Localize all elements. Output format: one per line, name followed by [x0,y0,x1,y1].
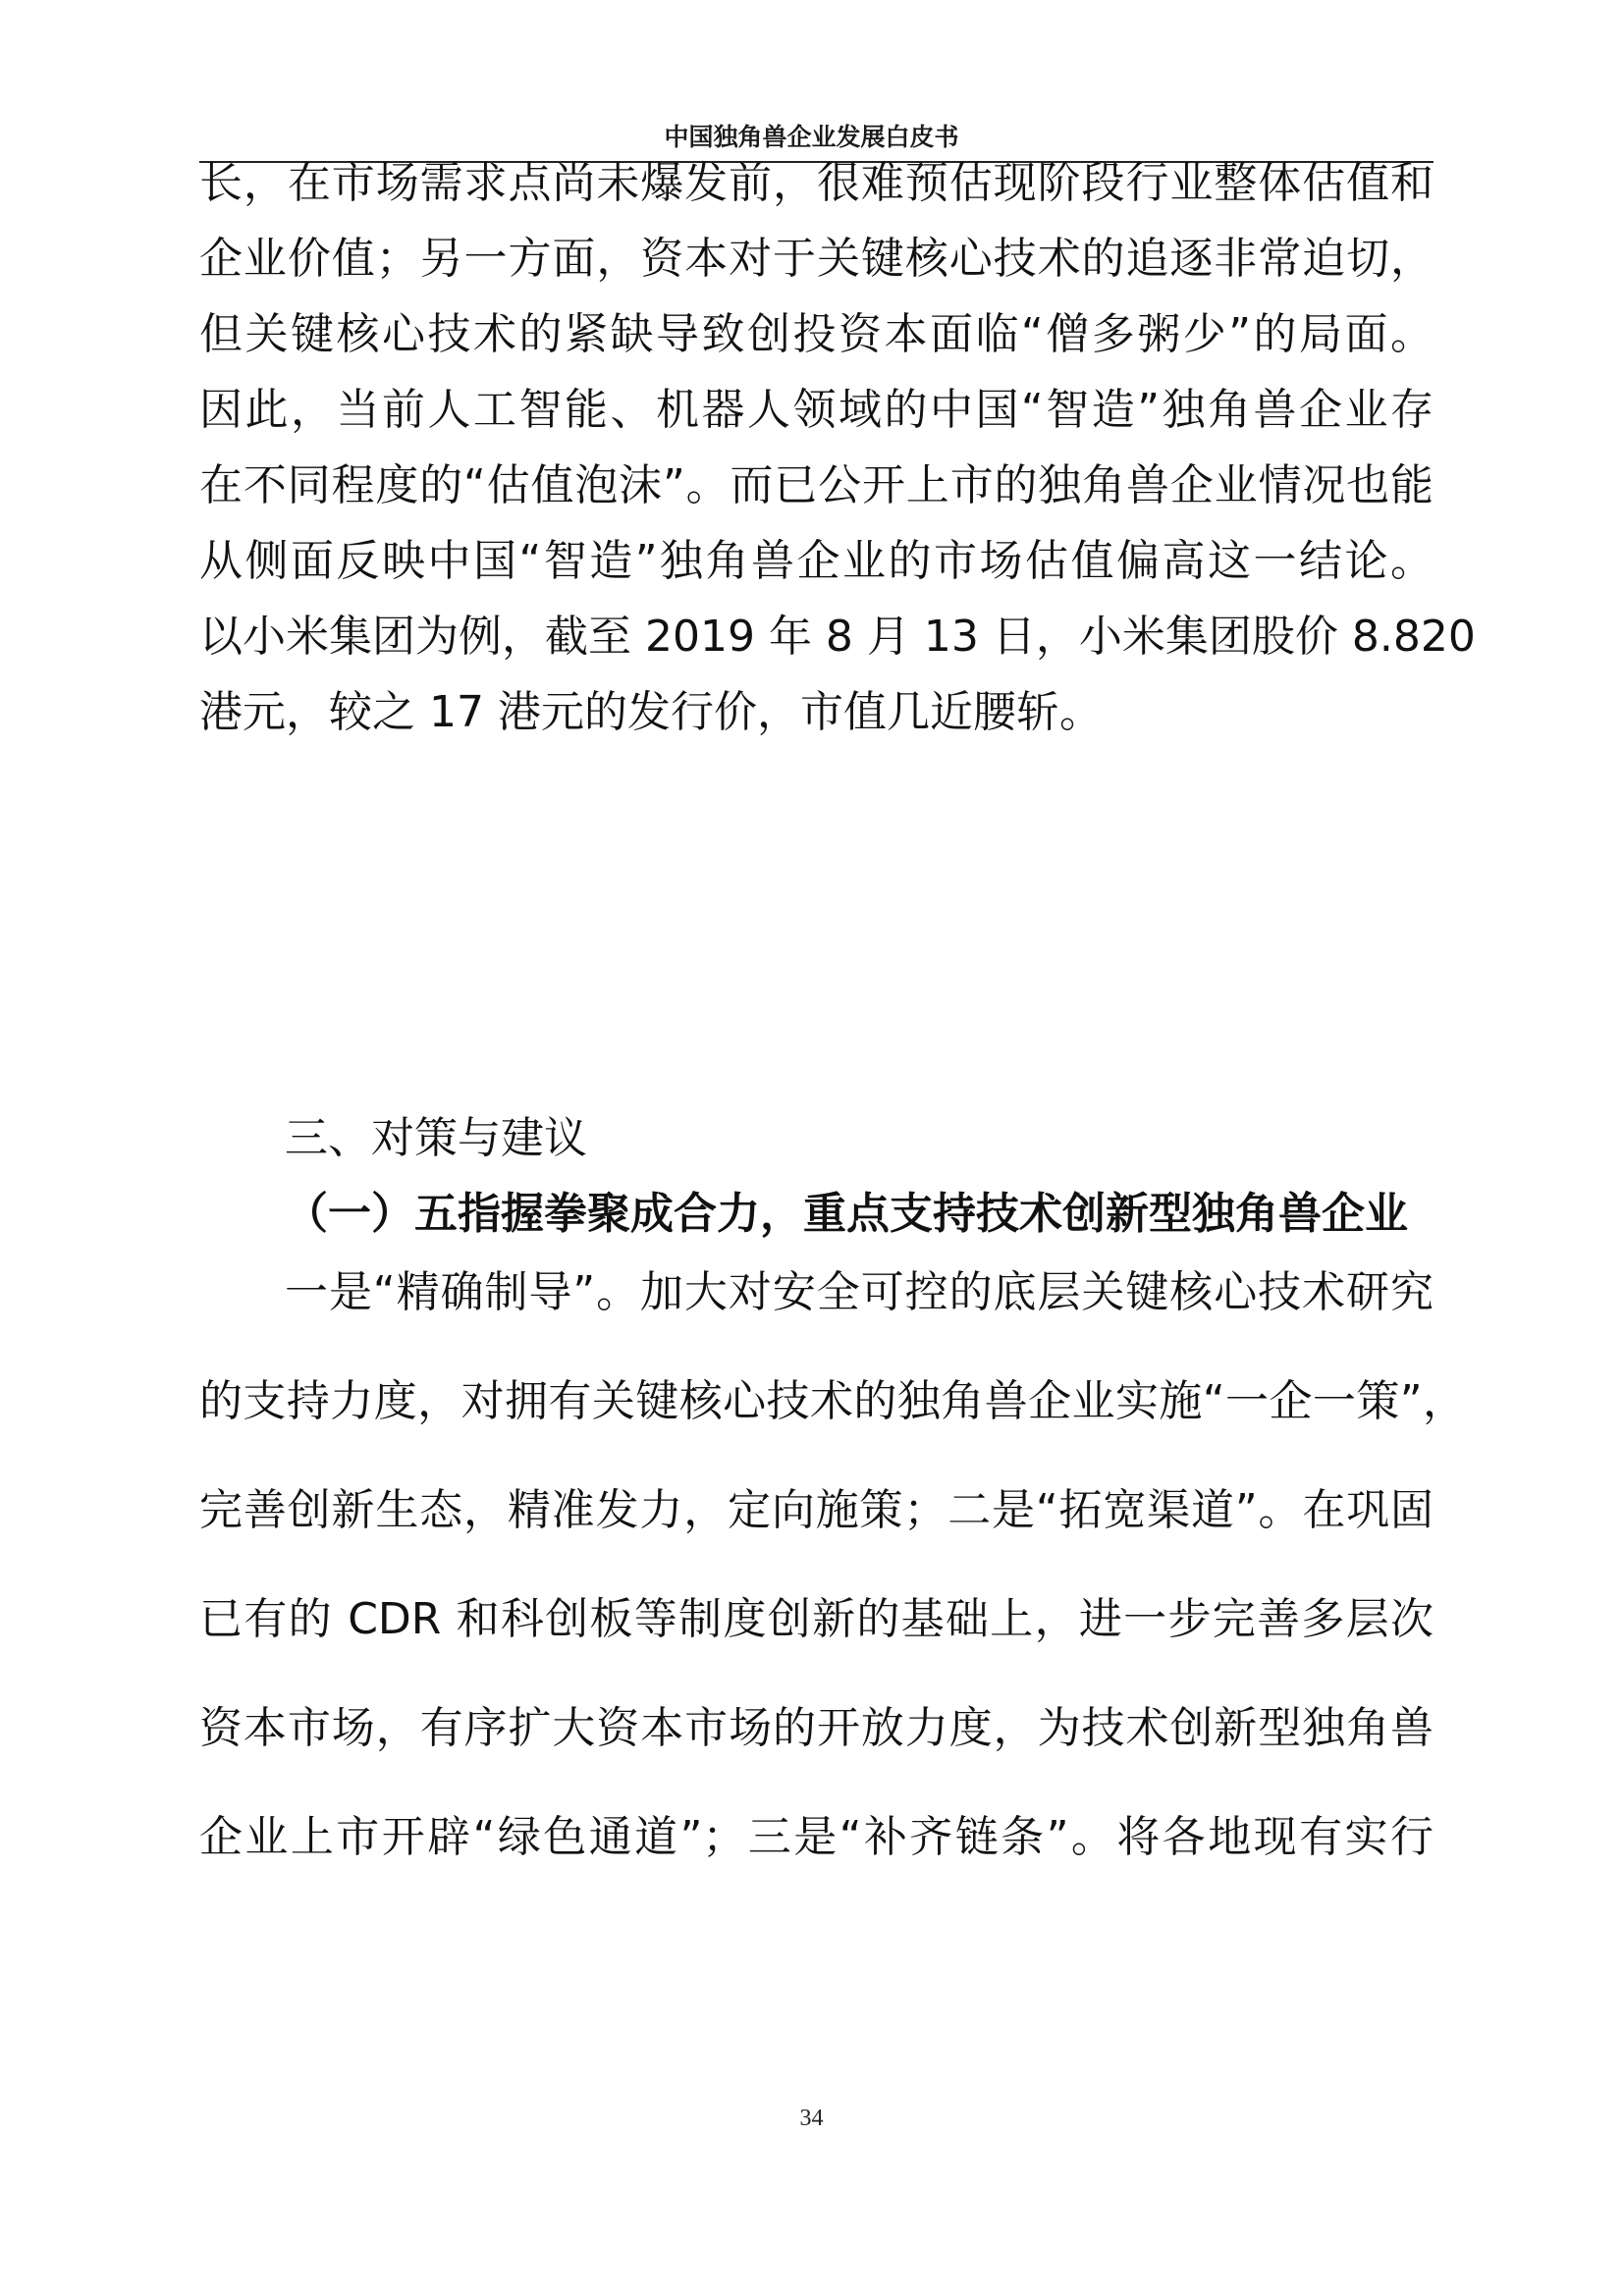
text-line: 已有的 CDR 和科创板等制度创新的基础上，进一步完善多层次 [199,1594,1434,1644]
text-line: 因此，当前人工智能、机器人领域的中国“智造”独角兽企业存 [199,385,1434,435]
text-line: 一是“精确制导”。加大对安全可控的底层关键核心技术研究 [285,1267,1434,1317]
text-line: 港元，较之 17 港元的发行价，市值几近腰斩。 [199,687,1103,737]
section-heading: 三、对策与建议 [285,1113,587,1163]
text-line: 长，在市场需求点尚未爆发前，很难预估现阶段行业整体估值和 [199,158,1434,208]
running-header-title: 中国独角兽企业发展白皮书 [664,123,959,151]
text-line: 在不同程度的“估值泡沫”。而已公开上市的独角兽企业情况也能 [199,460,1434,510]
text-line: 企业价值；另一方面，资本对于关键核心技术的追逐非常迫切， [199,234,1434,284]
text-line: 资本市场，有序扩大资本市场的开放力度，为技术创新型独角兽 [199,1703,1434,1753]
text-line: 以小米集团为例，截至 2019 年 8 月 13 日，小米集团股价 8.820 [199,612,1476,662]
text-line: 但关键核心技术的紧缺导致创投资本面临“僧多粥少”的局面。 [199,309,1434,359]
text-line: 完善创新生态，精准发力，定向施策；二是“拓宽渠道”。在巩固 [199,1485,1434,1535]
subsection-heading: （一）五指握拳聚成合力，重点支持技术创新型独角兽企业 [285,1189,1408,1239]
text-line: 从侧面反映中国“智造”独角兽企业的市场估值偏高这一结论。 [199,536,1434,586]
text-line: 的支持力度，对拥有关键核心技术的独角兽企业实施“一企一策”， [199,1376,1466,1426]
page-number: 34 [799,2106,824,2131]
text-line: 企业上市开辟“绿色通道”；三是“补齐链条”。将各地现有实行 [199,1812,1434,1862]
